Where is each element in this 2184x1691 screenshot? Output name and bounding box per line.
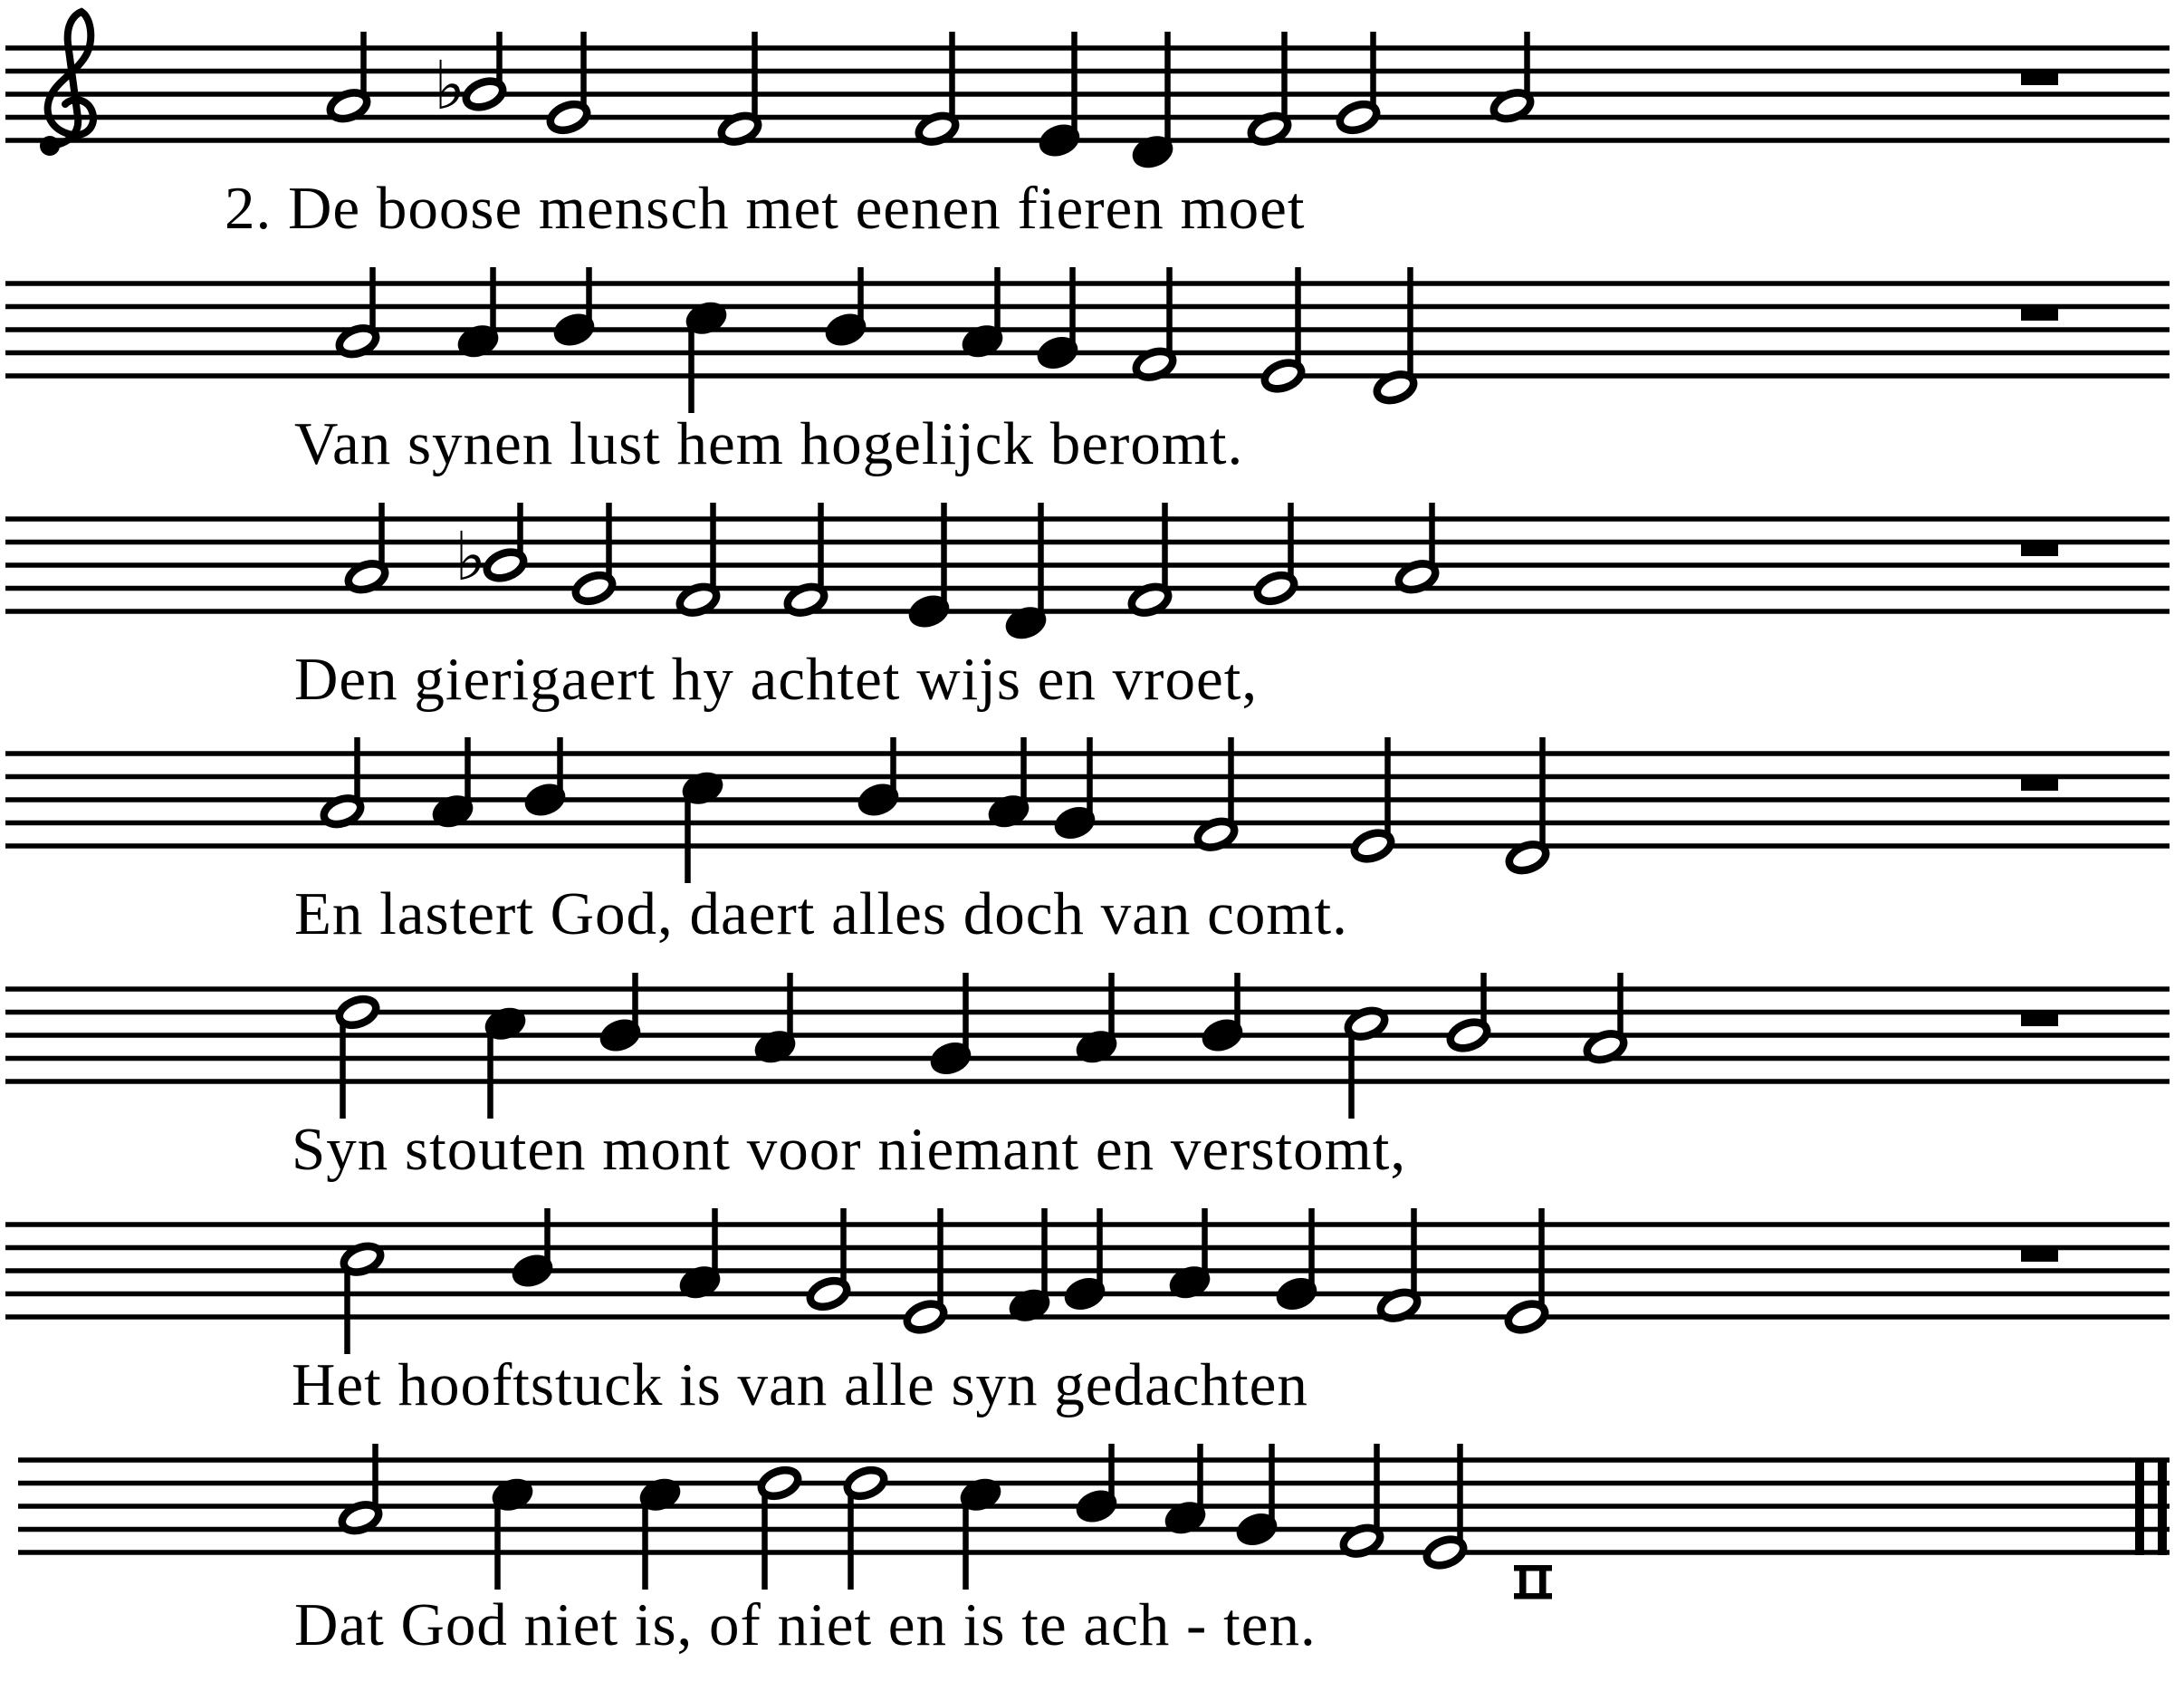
half-notehead <box>1351 828 1395 863</box>
lyric-line-2: Van synen lust hem hogelijck beromt. <box>294 410 1244 477</box>
half-notehead <box>904 1299 948 1334</box>
note-c5-quarter <box>483 1004 528 1119</box>
half-notehead <box>758 1465 802 1501</box>
half-notehead <box>336 994 380 1030</box>
staff-6 <box>5 1208 2170 1354</box>
note-c5-quarter <box>958 1475 1003 1590</box>
whole-rest-icon <box>2021 543 2058 556</box>
whole-rest-icon <box>2021 308 2058 321</box>
whole-rest-icon <box>2021 1014 2058 1026</box>
note-c5-quarter <box>637 1475 683 1590</box>
note-a4-half <box>327 32 371 123</box>
final-barline <box>2135 1458 2144 1556</box>
note-d4-half <box>1506 737 1550 875</box>
staff-2 <box>5 267 2170 413</box>
staff-5 <box>5 973 2170 1119</box>
note-c5-quarter <box>680 769 725 883</box>
half-notehead <box>1254 571 1298 606</box>
whole-rest-icon <box>2021 72 2058 85</box>
note-a4-half <box>321 737 365 829</box>
flat-icon: ♭ <box>455 518 486 596</box>
half-notehead <box>844 1465 888 1501</box>
lyric-line-6: Het hooftstuck is van alle syn gedachten <box>292 1351 1308 1418</box>
note-a4-half <box>1490 32 1535 123</box>
lyric-line-7: Dat God niet is, of niet en is te ach - ten. <box>294 1591 1317 1658</box>
note-c5-quarter <box>684 299 729 413</box>
lyric-line-3: Den gierigaert hy achtet wijs en vroet, <box>294 646 1259 713</box>
note-a4-half <box>345 503 389 594</box>
note-c5-quarter <box>490 1475 535 1590</box>
half-notehead <box>463 76 507 111</box>
staff-4 <box>5 737 2170 883</box>
staff-3 <box>5 503 2170 642</box>
lyric-line-4: En lastert God, daert alles doch van comt. <box>294 880 1348 947</box>
note-c5-half <box>1345 1006 1389 1119</box>
staff-1 <box>5 12 2170 171</box>
lyric-line-1: 2. De boose mensch met eenen fieren moet <box>225 175 1306 242</box>
half-notehead <box>547 100 591 135</box>
half-notehead <box>1447 1017 1491 1052</box>
half-notehead <box>807 1276 851 1311</box>
note-d4-quarter <box>1130 32 1175 171</box>
end-mark-icon <box>1514 1565 1552 1600</box>
note-c5-half <box>340 1242 385 1354</box>
note-a4-half <box>336 267 380 359</box>
half-notehead <box>1423 1534 1468 1570</box>
half-notehead <box>572 571 617 606</box>
half-notehead <box>484 547 528 582</box>
final-barline <box>2158 1458 2167 1556</box>
whole-rest-icon <box>2021 778 2058 791</box>
note-d4-quarter <box>1003 503 1049 642</box>
note-a4-half <box>1584 973 1628 1064</box>
staff-7 <box>18 1444 2170 1600</box>
treble-clef-icon <box>40 12 93 156</box>
flat-icon: ♭ <box>434 47 465 125</box>
half-notehead <box>1261 358 1306 393</box>
whole-rest-icon <box>2021 1249 2058 1262</box>
note-a4-half <box>339 1444 383 1535</box>
note-d4-half <box>1374 267 1418 405</box>
lyric-line-5: Syn stouten mont voor niemant en verstomt, <box>292 1116 1407 1183</box>
half-notehead <box>1505 1299 1549 1334</box>
half-notehead <box>1336 100 1381 135</box>
note-a4-half <box>1395 503 1440 594</box>
